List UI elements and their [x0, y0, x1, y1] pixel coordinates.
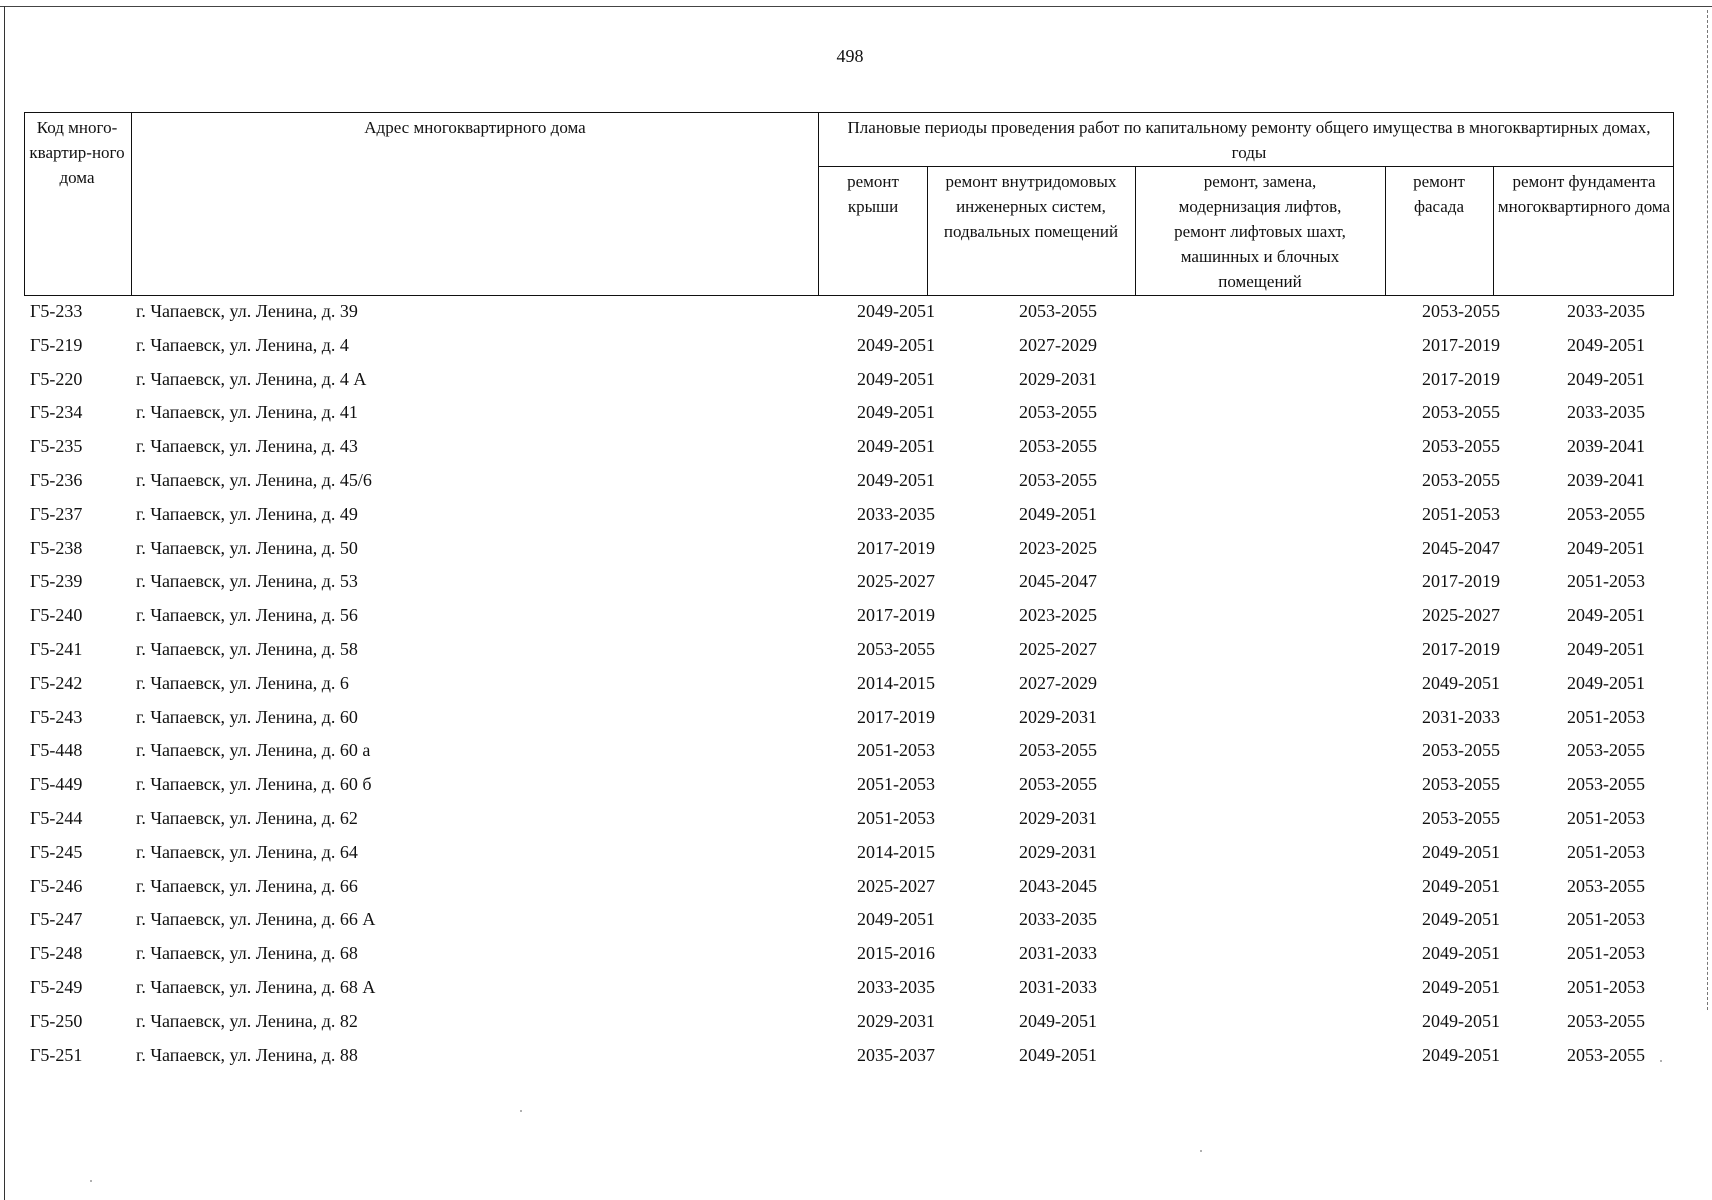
cell-roof: 2051-2053 — [857, 774, 935, 795]
cell-code: Г5-234 — [30, 402, 83, 423]
cell-address: г. Чапаевск, ул. Ленина, д. 64 — [136, 841, 358, 862]
cell-address: г. Чапаевск, ул. Ленина, д. 66 — [136, 875, 358, 896]
cell-address: г. Чапаевск, ул. Ленина, д. 68 — [136, 943, 358, 964]
cell-facade: 2045-2047 — [1422, 537, 1500, 558]
cell-roof: 2049-2051 — [857, 402, 935, 423]
cell-address: г. Чапаевск, ул. Ленина, д. 62 — [136, 807, 358, 828]
scan-border-left — [4, 6, 5, 1200]
cell-systems: 2043-2045 — [1019, 875, 1097, 896]
cell-foundation: 2049-2051 — [1567, 537, 1645, 558]
cell-roof: 2049-2051 — [857, 909, 935, 930]
cell-code: Г5-236 — [30, 469, 83, 490]
cell-code: Г5-240 — [30, 605, 83, 626]
cell-foundation: 2053-2055 — [1567, 1010, 1645, 1031]
cell-systems: 2053-2055 — [1019, 740, 1097, 761]
cell-foundation: 2053-2055 — [1567, 740, 1645, 761]
header-code: Код много-квартир-ного дома — [29, 118, 125, 187]
cell-systems: 2049-2051 — [1019, 503, 1097, 524]
table-row — [24, 602, 1674, 636]
table-row — [24, 433, 1674, 467]
cell-address: г. Чапаевск, ул. Ленина, д. 41 — [136, 402, 358, 423]
cell-systems: 2031-2033 — [1019, 943, 1097, 964]
cell-systems: 2029-2031 — [1019, 706, 1097, 727]
cell-address: г. Чапаевск, ул. Ленина, д. 68 А — [136, 976, 376, 997]
cell-address: г. Чапаевск, ул. Ленина, д. 50 — [136, 537, 358, 558]
header-systems: ремонт внутридомовых инженерных систем, подвальных помещений — [943, 172, 1119, 241]
cell-systems: 2023-2025 — [1019, 605, 1097, 626]
cell-facade: 2049-2051 — [1422, 1010, 1500, 1031]
cell-code: Г5-239 — [30, 571, 83, 592]
cell-address: г. Чапаевск, ул. Ленина, д. 60 а — [136, 740, 371, 761]
cell-foundation: 2039-2041 — [1567, 469, 1645, 490]
cell-code: Г5-241 — [30, 638, 83, 659]
header-divider — [1493, 166, 1494, 295]
cell-roof: 2014-2015 — [857, 672, 935, 693]
cell-roof: 2017-2019 — [857, 706, 935, 727]
cell-facade: 2017-2019 — [1422, 334, 1500, 355]
cell-roof: 2053-2055 — [857, 638, 935, 659]
cell-roof: 2014-2015 — [857, 841, 935, 862]
cell-foundation: 2049-2051 — [1567, 672, 1645, 693]
cell-facade: 2017-2019 — [1422, 638, 1500, 659]
cell-roof: 2033-2035 — [857, 976, 935, 997]
cell-roof: 2049-2051 — [857, 334, 935, 355]
cell-foundation: 2051-2053 — [1567, 807, 1645, 828]
cell-foundation: 2051-2053 — [1567, 943, 1645, 964]
cell-foundation: 2051-2053 — [1567, 706, 1645, 727]
cell-systems: 2027-2029 — [1019, 334, 1097, 355]
cell-facade: 2049-2051 — [1422, 672, 1500, 693]
cell-facade: 2049-2051 — [1422, 875, 1500, 896]
cell-systems: 2053-2055 — [1019, 774, 1097, 795]
table-row — [24, 366, 1674, 400]
cell-code: Г5-250 — [30, 1010, 83, 1031]
cell-address: г. Чапаевск, ул. Ленина, д. 4 А — [136, 368, 367, 389]
cell-foundation: 2051-2053 — [1567, 909, 1645, 930]
header-periods: Плановые периоды проведения работ по капитальному ремонту общего имущества в многоквартирных домах, годы — [847, 118, 1651, 162]
cell-foundation: 2049-2051 — [1567, 368, 1645, 389]
header-facade: ремонт фасада — [1413, 172, 1465, 216]
cell-code: Г5-219 — [30, 334, 83, 355]
table-row — [24, 737, 1674, 771]
cell-foundation: 2051-2053 — [1567, 841, 1645, 862]
cell-systems: 2049-2051 — [1019, 1044, 1097, 1065]
cell-roof: 2035-2037 — [857, 1044, 935, 1065]
table-row — [24, 1042, 1674, 1076]
cell-facade: 2053-2055 — [1422, 301, 1500, 321]
cell-facade: 2025-2027 — [1422, 605, 1500, 626]
cell-code: Г5-237 — [30, 503, 83, 524]
table-row — [24, 1008, 1674, 1042]
cell-code: Г5-248 — [30, 943, 83, 964]
cell-foundation: 2049-2051 — [1567, 638, 1645, 659]
cell-systems: 2029-2031 — [1019, 368, 1097, 389]
cell-facade: 2049-2051 — [1422, 943, 1500, 964]
cell-roof: 2015-2016 — [857, 943, 935, 964]
cell-address: г. Чапаевск, ул. Ленина, д. 60 б — [136, 774, 372, 795]
cell-systems: 2033-2035 — [1019, 909, 1097, 930]
cell-systems: 2031-2033 — [1019, 976, 1097, 997]
cell-facade: 2053-2055 — [1422, 402, 1500, 423]
table-row — [24, 805, 1674, 839]
cell-foundation: 2039-2041 — [1567, 436, 1645, 457]
cell-foundation: 2053-2055 — [1567, 503, 1645, 524]
cell-foundation: 2049-2051 — [1567, 605, 1645, 626]
cell-address: г. Чапаевск, ул. Ленина, д. 4 — [136, 334, 349, 355]
cell-foundation: 2053-2055 — [1567, 875, 1645, 896]
cell-code: Г5-220 — [30, 368, 83, 389]
scan-border-right — [1707, 10, 1708, 1010]
cell-code: Г5-233 — [30, 301, 83, 321]
cell-code: Г5-246 — [30, 875, 83, 896]
table-row — [24, 535, 1674, 569]
scan-speck — [90, 1180, 92, 1182]
cell-systems: 2049-2051 — [1019, 1010, 1097, 1031]
cell-code: Г5-242 — [30, 672, 83, 693]
cell-roof: 2049-2051 — [857, 301, 935, 321]
cell-address: г. Чапаевск, ул. Ленина, д. 6 — [136, 672, 349, 693]
cell-code: Г5-448 — [30, 740, 83, 761]
cell-roof: 2049-2051 — [857, 368, 935, 389]
header-divider — [1385, 166, 1386, 295]
cell-code: Г5-449 — [30, 774, 83, 795]
cell-code: Г5-244 — [30, 807, 83, 828]
cell-roof: 2025-2027 — [857, 875, 935, 896]
cell-facade: 2031-2033 — [1422, 706, 1500, 727]
table-row — [24, 771, 1674, 805]
table-row — [24, 399, 1674, 433]
cell-foundation: 2053-2055 — [1567, 774, 1645, 795]
cell-address: г. Чапаевск, ул. Ленина, д. 43 — [136, 436, 358, 457]
header-foundation: ремонт фундамента многоквартирного дома — [1497, 172, 1671, 216]
table-row — [24, 298, 1674, 332]
cell-facade: 2049-2051 — [1422, 1044, 1500, 1065]
cell-systems: 2029-2031 — [1019, 807, 1097, 828]
cell-foundation: 2033-2035 — [1567, 402, 1645, 423]
cell-facade: 2017-2019 — [1422, 571, 1500, 592]
cell-code: Г5-243 — [30, 706, 83, 727]
table-row — [24, 839, 1674, 873]
cell-address: г. Чапаевск, ул. Ленина, д. 53 — [136, 571, 358, 592]
cell-address: г. Чапаевск, ул. Ленина, д. 88 — [136, 1044, 358, 1065]
cell-address: г. Чапаевск, ул. Ленина, д. 56 — [136, 605, 358, 626]
cell-facade: 2053-2055 — [1422, 774, 1500, 795]
header-divider — [927, 166, 928, 295]
cell-facade: 2053-2055 — [1422, 740, 1500, 761]
page-number: 498 — [836, 46, 864, 66]
cell-roof: 2029-2031 — [857, 1010, 935, 1031]
cell-code: Г5-235 — [30, 436, 83, 457]
cell-address: г. Чапаевск, ул. Ленина, д. 39 — [136, 301, 358, 321]
cell-systems: 2023-2025 — [1019, 537, 1097, 558]
cell-systems: 2029-2031 — [1019, 841, 1097, 862]
scan-speck — [520, 1110, 522, 1112]
cell-code: Г5-245 — [30, 841, 83, 862]
cell-roof: 2051-2053 — [857, 740, 935, 761]
table-row — [24, 332, 1674, 366]
header-divider — [818, 166, 1674, 167]
scan-speck — [1200, 1150, 1202, 1152]
cell-roof: 2049-2051 — [857, 469, 935, 490]
cell-facade: 2017-2019 — [1422, 368, 1500, 389]
cell-foundation: 2053-2055 — [1567, 1044, 1645, 1065]
cell-facade: 2051-2053 — [1422, 503, 1500, 524]
header-divider — [818, 113, 819, 295]
cell-facade: 2053-2055 — [1422, 436, 1500, 457]
cell-roof: 2051-2053 — [857, 807, 935, 828]
header-address: Адрес многоквартирного дома — [364, 118, 586, 137]
cell-code: Г5-249 — [30, 976, 83, 997]
cell-facade: 2049-2051 — [1422, 909, 1500, 930]
cell-roof: 2017-2019 — [857, 605, 935, 626]
header-roof: ремонт крыши — [847, 172, 899, 216]
table-row — [24, 974, 1674, 1008]
cell-foundation: 2051-2053 — [1567, 976, 1645, 997]
cell-address: г. Чапаевск, ул. Ленина, д. 58 — [136, 638, 358, 659]
cell-code: Г5-247 — [30, 909, 83, 930]
header-divider — [131, 113, 132, 295]
scan-speck — [1660, 1060, 1662, 1062]
table-row — [24, 873, 1674, 907]
cell-systems: 2053-2055 — [1019, 436, 1097, 457]
cell-foundation: 2049-2051 — [1567, 334, 1645, 355]
cell-systems: 2025-2027 — [1019, 638, 1097, 659]
scan-border-top — [0, 6, 1712, 7]
cell-systems: 2053-2055 — [1019, 402, 1097, 423]
table-row — [24, 467, 1674, 501]
cell-address: г. Чапаевск, ул. Ленина, д. 66 А — [136, 909, 376, 930]
cell-roof: 2017-2019 — [857, 537, 935, 558]
cell-foundation: 2051-2053 — [1567, 571, 1645, 592]
cell-facade: 2049-2051 — [1422, 976, 1500, 997]
cell-systems: 2045-2047 — [1019, 571, 1097, 592]
cell-roof: 2033-2035 — [857, 503, 935, 524]
cell-address: г. Чапаевск, ул. Ленина, д. 49 — [136, 503, 358, 524]
header-lifts: ремонт, замена, модернизация лифтов, ремонт лифтовых шахт, машинных и блочных помещений — [1174, 172, 1346, 291]
cell-address: г. Чапаевск, ул. Ленина, д. 60 — [136, 706, 358, 727]
cell-facade: 2049-2051 — [1422, 841, 1500, 862]
table-row — [24, 636, 1674, 670]
table-row — [24, 670, 1674, 704]
table-header — [24, 112, 1674, 296]
cell-code: Г5-251 — [30, 1044, 83, 1065]
cell-foundation: 2033-2035 — [1567, 301, 1645, 321]
table-row — [24, 906, 1674, 940]
cell-roof: 2025-2027 — [857, 571, 935, 592]
header-divider — [1135, 166, 1136, 295]
cell-facade: 2053-2055 — [1422, 807, 1500, 828]
cell-facade: 2053-2055 — [1422, 469, 1500, 490]
table-row — [24, 501, 1674, 535]
cell-code: Г5-238 — [30, 537, 83, 558]
table-row — [24, 568, 1674, 602]
cell-roof: 2049-2051 — [857, 436, 935, 457]
cell-systems: 2053-2055 — [1019, 469, 1097, 490]
cell-systems: 2053-2055 — [1019, 301, 1097, 321]
table-body — [24, 298, 1674, 1075]
cell-address: г. Чапаевск, ул. Ленина, д. 82 — [136, 1010, 358, 1031]
cell-systems: 2027-2029 — [1019, 672, 1097, 693]
table-row — [24, 704, 1674, 738]
table-row — [24, 940, 1674, 974]
cell-address: г. Чапаевск, ул. Ленина, д. 45/6 — [136, 469, 372, 490]
